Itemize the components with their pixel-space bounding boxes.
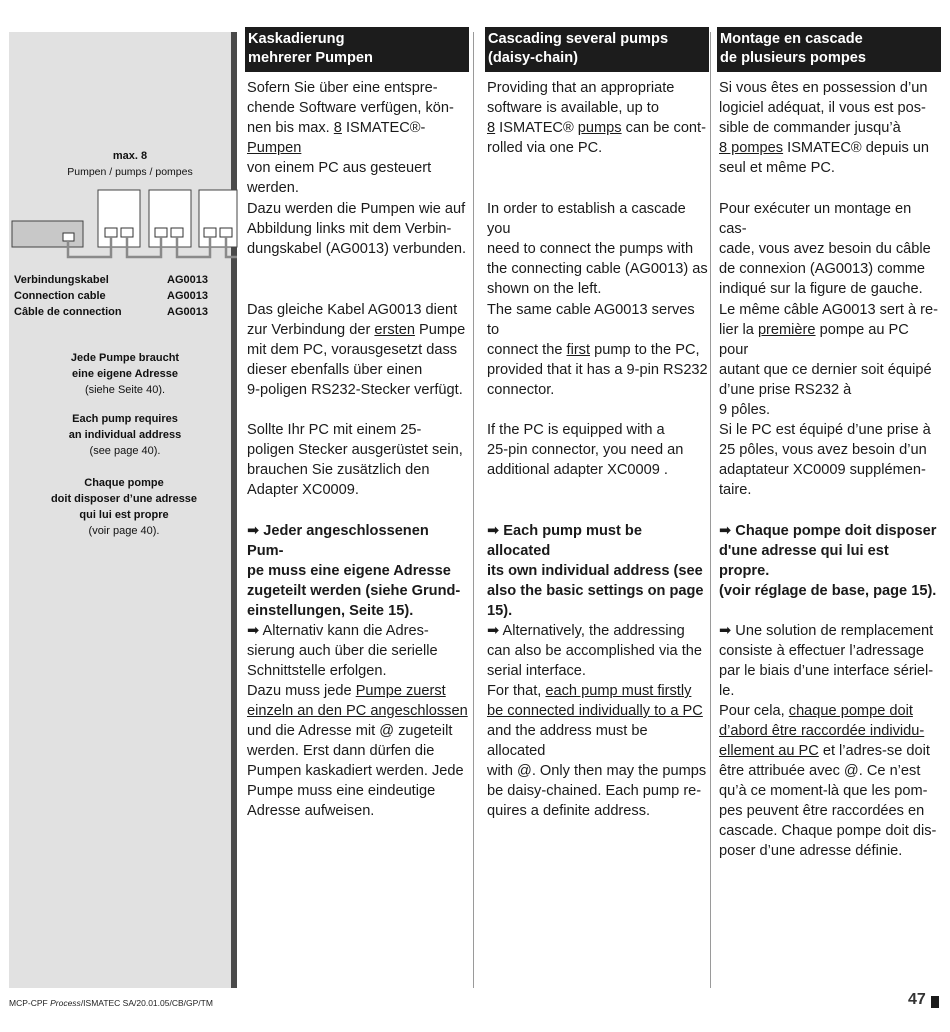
- text-line: [247, 681, 468, 701]
- text-line: qu’à ce moment-là que les pom-: [719, 783, 928, 799]
- heading-line: (daisy-chain): [488, 50, 579, 66]
- text-line: also the basic settings on page: [487, 583, 704, 599]
- column-heading: [485, 27, 709, 72]
- note-line: Chaque pompe: [84, 477, 164, 489]
- text-line: For that,: [487, 683, 546, 699]
- text-line: [719, 320, 941, 360]
- note-line: qui lui est propre: [79, 509, 169, 521]
- text-line: ➡ Une solution de remplacement: [719, 623, 934, 639]
- text-line: mit dem PC, vorausgesetzt dass: [247, 342, 458, 358]
- text-line: von einem PC aus gesteuert: [247, 160, 432, 176]
- column-divider: [710, 32, 711, 988]
- cable-label: Connection cable: [14, 290, 106, 302]
- text-line: be connected individually to a PC: [487, 703, 703, 719]
- text-line: 8: [333, 120, 342, 136]
- text-line: Adapter XC0009.: [247, 482, 359, 498]
- paragraph: [247, 78, 469, 198]
- paragraph: [487, 300, 709, 400]
- text-line: Adresse aufweisen.: [247, 803, 375, 819]
- text-line: ellement au PC: [719, 743, 819, 759]
- paragraph: [247, 621, 468, 821]
- paragraph-note: [487, 521, 709, 621]
- text-line: shown on the left.: [487, 281, 602, 297]
- text-line: 15).: [487, 603, 513, 619]
- note-line: (siehe Seite 40).: [84, 384, 166, 396]
- text-line: Pumpe: [414, 322, 466, 338]
- text-line: par le biais d’une interface sériel-: [719, 663, 934, 679]
- text-line: [719, 138, 929, 158]
- text-line: d’abord être raccordée individu-: [719, 723, 925, 739]
- text-line: (voir réglage de base, page 15).: [719, 583, 937, 599]
- text-line: dieser ebenfalls über einen: [247, 362, 423, 378]
- text-line: be daisy-chained. Each pump re-: [487, 783, 702, 799]
- text-line: et l’adres-se doit: [818, 743, 930, 759]
- heading-line: Cascading several pumps: [488, 31, 669, 47]
- text-line: and the address must be allocated: [487, 723, 648, 759]
- footer-text: MCP-CPF: [9, 998, 51, 1008]
- address-note-en: [30, 411, 220, 459]
- text-line: ISMATEC® depuis un: [783, 140, 930, 156]
- text-line: consiste à effectuer l’adressage: [719, 643, 924, 659]
- address-note-fr: [24, 475, 224, 539]
- cable-legend-row: [14, 272, 208, 288]
- text-line: [719, 701, 936, 721]
- text-line: chaque pompe doit: [788, 703, 913, 719]
- column-french: [719, 27, 941, 859]
- text-line: Pumpe muss eine eindeutige: [247, 783, 436, 799]
- pump-unit: [98, 190, 140, 247]
- text-line: If the PC is equipped with a: [487, 422, 665, 438]
- text-line: Providing that an appropriate: [487, 80, 675, 96]
- text-line: Pumpe zuerst: [355, 683, 446, 699]
- pump-unit: [199, 190, 237, 247]
- text-line: ISMATEC®-: [341, 120, 426, 136]
- text-line: poligen Stecker ausgerüstet sein,: [247, 442, 463, 458]
- text-line: d'une adresse qui lui est propre.: [719, 543, 889, 579]
- paragraph: [719, 300, 941, 420]
- text-line: und die Adresse mit @ zugeteilt: [247, 723, 453, 739]
- max-pumps-caption: [40, 148, 220, 180]
- text-line: quires a definite address.: [487, 803, 651, 819]
- text-line: [487, 118, 706, 138]
- text-line: In order to establish a cascade you: [487, 201, 686, 237]
- text-line: 25 pôles, vous avez besoin d’un: [719, 442, 927, 458]
- text-line: werden.: [247, 180, 299, 196]
- text-line: Das gleiche Kabel AG0013 dient: [247, 302, 458, 318]
- text-line: ➡ Chaque pompe doit disposer: [719, 523, 937, 539]
- text-line: 8: [487, 120, 496, 136]
- text-line: Pour cela,: [719, 703, 789, 719]
- text-line: brauchen Sie zusätzlich den: [247, 462, 430, 478]
- text-line: sierung auch über die serielle: [247, 643, 438, 659]
- paragraph: [719, 78, 929, 178]
- cable-legend-row: [14, 288, 208, 304]
- cable-code: AG0013: [167, 290, 208, 302]
- text-line: pump to the PC,: [590, 342, 700, 358]
- pump-unit: [149, 190, 191, 247]
- text-line: Dazu werden die Pumpen wie auf: [247, 201, 466, 217]
- text-line: autant que ce dernier soit équipé: [719, 362, 932, 378]
- text-line: [247, 118, 469, 158]
- text-line: rolled via one PC.: [487, 140, 603, 156]
- text-line: sible de commander jusqu’à: [719, 120, 901, 136]
- heading-line: mehrerer Pumpen: [248, 50, 373, 66]
- text-line: with @. Only then may the pumps: [487, 763, 707, 779]
- text-line: Si vous êtes en possession d’un: [719, 80, 928, 96]
- max-label: max. 8: [112, 150, 148, 162]
- footer-text: /ISMATEC SA/20.01.05/CB/GP/TM: [80, 998, 213, 1008]
- text-line: Pumpen: [247, 140, 302, 156]
- address-note-de: [30, 350, 220, 398]
- page-marker: [931, 996, 939, 1008]
- paragraph: [247, 420, 463, 500]
- text-line: 8 pompes: [719, 140, 784, 156]
- text-line: [719, 741, 936, 761]
- text-line: ➡ Alternativ kann die Adres-: [247, 623, 429, 639]
- column-english: [487, 27, 709, 819]
- text-line: The same cable AG0013 serves to: [487, 302, 695, 338]
- text-line: ersten: [374, 322, 415, 338]
- text-line: ➡ Alternatively, the addressing: [487, 623, 685, 639]
- text-line: ➡ Jeder angeschlossenen Pum-: [247, 523, 429, 559]
- footer-text: Process: [50, 998, 81, 1008]
- text-line: zugeteilt werden (siehe Grund-: [247, 583, 461, 599]
- text-line: Sofern Sie über eine entspre-: [247, 80, 438, 96]
- text-line: 9 pôles.: [719, 402, 771, 418]
- text-line: each pump must firstly: [545, 683, 692, 699]
- paragraph: [487, 199, 709, 299]
- heading-line: de plusieurs pompes: [720, 50, 866, 66]
- text-line: logiciel adéquat, il vous est pos-: [719, 100, 926, 116]
- text-line: additional adapter XC0009 .: [487, 462, 668, 478]
- text-line: d’une prise RS232 à: [719, 382, 852, 398]
- text-line: Dazu muss jede: [247, 683, 356, 699]
- cable-legend-row: [14, 304, 208, 320]
- text-line: can also be accomplished via the: [487, 643, 702, 659]
- text-line: poser d’une adresse définie.: [719, 843, 903, 859]
- paragraph-note: [719, 521, 941, 601]
- text-line: pompe au PC pour: [719, 322, 909, 358]
- text-line: pe muss eine eigene Adresse: [247, 563, 451, 579]
- text-line: ➡ Each pump must be allocated: [487, 523, 642, 559]
- text-line: de connexion (AG0013) comme: [719, 261, 926, 277]
- text-line: première: [757, 322, 816, 338]
- text-line: [487, 681, 709, 701]
- text-line: Le même câble AG0013 sert à re-: [719, 302, 939, 318]
- cable-label: Verbindungskabel: [14, 274, 109, 286]
- text-line: Pour exécuter un montage en cas-: [719, 201, 912, 237]
- column-german: [247, 27, 469, 819]
- note-line: doit disposer d’une adresse: [50, 493, 198, 505]
- text-line: software is available, up to: [487, 100, 659, 116]
- text-line: einstellungen, Seite 15).: [247, 603, 414, 619]
- text-line: être attribuée avec @. Ce n’est: [719, 763, 921, 779]
- note-line: Jede Pumpe braucht: [70, 352, 180, 364]
- text-line: Pumpen kaskadiert werden. Jede: [247, 763, 464, 779]
- text-line: lier la: [719, 322, 758, 338]
- text-line: first: [566, 342, 591, 358]
- note-line: (voir page 40).: [88, 525, 160, 537]
- cable-legend: [14, 272, 214, 320]
- text-line: [247, 320, 465, 340]
- text-line: can be cont-: [621, 120, 706, 136]
- note-line: an individual address: [68, 429, 182, 441]
- note-line: (see page 40).: [89, 445, 161, 457]
- cable-label: Câble de connection: [14, 306, 122, 318]
- column-heading: [245, 27, 469, 72]
- text-line: Abbildung links mit dem Verbin-: [247, 221, 452, 237]
- text-line: le.: [719, 683, 735, 699]
- text-line: pes peuvent être raccordées en: [719, 803, 925, 819]
- text-line: Schnittstelle erfolgen.: [247, 663, 387, 679]
- text-line: need to connect the pumps with: [487, 241, 694, 257]
- cable-code: AG0013: [167, 306, 208, 318]
- page-number: 47: [908, 991, 926, 1008]
- text-line: chende Software verfügen, kön-: [247, 100, 454, 116]
- heading-line: Kaskadierung: [248, 31, 345, 47]
- text-line: dungskabel (AG0013) verbunden.: [247, 241, 467, 257]
- text-line: zur Verbindung der: [247, 322, 375, 338]
- paragraph: [719, 420, 931, 500]
- cascade-diagram: [9, 185, 239, 265]
- note-line: Each pump requires: [72, 413, 178, 425]
- footer-document-code: [9, 998, 213, 1008]
- text-line: connect the: [487, 342, 567, 358]
- paragraph: [247, 300, 465, 400]
- text-line: Si le PC est équipé d’une prise à: [719, 422, 931, 438]
- paragraph: [719, 621, 936, 861]
- note-line: eine eigene Adresse: [72, 368, 178, 380]
- text-line: werden. Erst dann dürfen die: [247, 743, 435, 759]
- text-line: its own individual address (see: [487, 563, 703, 579]
- text-line: cascade. Chaque pompe doit dis-: [719, 823, 937, 839]
- text-line: adaptateur XC0009 supplémen-: [719, 462, 926, 478]
- paragraph: [487, 78, 706, 158]
- text-line: the connecting cable (AG0013) as: [487, 261, 708, 277]
- sidebar-divider-bar: [231, 32, 237, 988]
- paragraph: [247, 199, 466, 259]
- text-line: taire.: [719, 482, 752, 498]
- paragraph: [719, 199, 941, 299]
- text-line: ISMATEC®: [495, 120, 578, 136]
- text-line: pumps: [577, 120, 622, 136]
- text-line: serial interface.: [487, 663, 586, 679]
- text-line: cade, vous avez besoin du câble: [719, 241, 931, 257]
- text-line: provided that it has a 9-pin RS232: [487, 362, 708, 378]
- heading-line: Montage en cascade: [720, 31, 863, 47]
- text-line: 9-poligen RS232-Stecker verfügt.: [247, 382, 463, 398]
- text-line: einzeln an den PC angeschlossen: [247, 703, 468, 719]
- paragraph: [487, 621, 709, 821]
- text-line: Sollte Ihr PC mit einem 25-: [247, 422, 422, 438]
- cable-code: AG0013: [167, 274, 208, 286]
- column-heading: [717, 27, 941, 72]
- max-sub-label: Pumpen / pumps / pompes: [67, 166, 193, 178]
- paragraph: [487, 420, 683, 480]
- text-line: seul et même PC.: [719, 160, 835, 176]
- text-line: connector.: [487, 382, 555, 398]
- text-line: 25-pin connector, you need an: [487, 442, 684, 458]
- text-line: nen bis max.: [247, 120, 334, 136]
- column-divider: [473, 32, 474, 988]
- text-line: indiqué sur la figure de gauche.: [719, 281, 923, 297]
- paragraph-note: [247, 521, 469, 621]
- text-line: [487, 340, 709, 360]
